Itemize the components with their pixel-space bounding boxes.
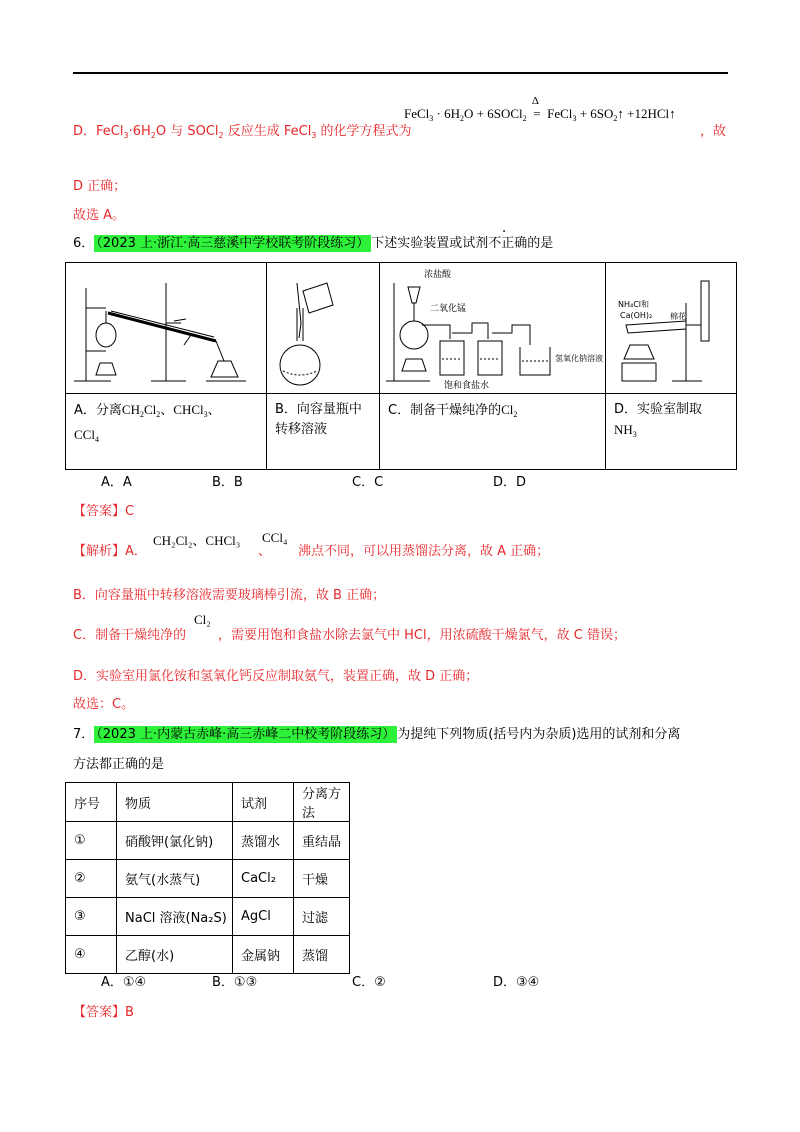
- sub: 3: [429, 114, 434, 123]
- q7-table: [65, 782, 350, 974]
- q6-analysis-c-text: ，需要用饱和食盐水除去氯气中 HCl，用浓硫酸干燥氯气，故 C 错误；: [218, 628, 626, 643]
- q6-choose: 故选：C。: [73, 697, 135, 712]
- q7-option-d[interactable]: D．③④: [493, 975, 540, 990]
- sub: 2: [150, 131, 156, 140]
- caption-b: B．向容量瓶中转移溶液: [267, 394, 380, 470]
- analysis-a-separator: 、: [258, 544, 272, 559]
- analysis-label: 【解析】: [73, 544, 126, 559]
- answer-label: 【答案】: [73, 504, 126, 519]
- q6-stem-pre: 下述实验装置或试剂: [371, 236, 489, 251]
- text-seg: ·: [128, 124, 133, 139]
- sub: 3: [203, 410, 208, 419]
- cell: 金属钠: [233, 936, 294, 974]
- equals-with-delta: Δ =: [531, 95, 541, 121]
- header-cell: 试剂: [233, 783, 294, 822]
- answer-value: C: [125, 504, 135, 519]
- q6-stem-post: 的是: [527, 236, 554, 251]
- f: Cl: [501, 402, 514, 417]
- cell: 乙醇(水): [117, 936, 233, 974]
- text-seg: D．FeCl: [73, 124, 124, 139]
- answer-label: 【答案】: [73, 1005, 126, 1020]
- cell: CaCl₂: [233, 860, 294, 898]
- q6-source-highlight: （2023 上·浙江·高三慈溪中学校联考阶段练习）: [96, 236, 370, 251]
- cell: ④: [66, 936, 117, 974]
- sub: 2: [156, 410, 161, 419]
- header-rule: [73, 72, 728, 74]
- distillation-apparatus-icon: [66, 263, 266, 393]
- q7-answer: [73, 1001, 134, 1020]
- ammonia-generation-apparatus-icon: [606, 263, 736, 393]
- text-seg: O 与 SOCl: [155, 124, 219, 139]
- analysis-a-ccl4: CCl₄: [262, 530, 288, 545]
- q6-option-c[interactable]: C．C: [352, 475, 384, 490]
- q6-option-b[interactable]: B．B: [212, 475, 243, 490]
- text-seg: 反应生成 FeCl: [223, 124, 312, 139]
- eq-seg: FeCl: [547, 106, 573, 121]
- table-row: [66, 936, 350, 974]
- cell: 蒸馏: [294, 936, 350, 974]
- eq-seg: FeCl: [404, 106, 430, 121]
- q7-source-highlight: （2023 上·内蒙古赤峰·高三赤峰二中校考阶段练习）: [96, 727, 396, 742]
- f: NH: [614, 422, 633, 437]
- f: CHCl: [173, 402, 204, 417]
- sub: 3: [123, 131, 129, 140]
- q6-option-a[interactable]: A．A: [101, 475, 132, 490]
- cell: 氨气(水蒸气): [117, 860, 233, 898]
- sep: 、: [160, 403, 174, 418]
- sub: 3: [311, 131, 317, 140]
- caption-d-prefix: D．实验室制取: [614, 402, 703, 417]
- label-mno2: 二氧化锰: [430, 304, 467, 314]
- cell: 重结晶: [294, 822, 350, 860]
- cell: NaCl 溶液(Na₂S): [117, 898, 233, 936]
- sub: 2: [139, 410, 144, 419]
- header-cell: 物质: [117, 783, 233, 822]
- label-nh4cl: NH₄Cl和: [618, 300, 650, 309]
- caption-a: [66, 394, 267, 470]
- q6-apparatus-table: [65, 262, 737, 470]
- sub: 2: [218, 131, 224, 140]
- q6-negation: 不正确: [488, 236, 528, 251]
- f: CH: [121, 402, 140, 417]
- q6-answer: [73, 500, 134, 519]
- caption-a-prefix: A．分离: [74, 403, 122, 418]
- analysis-a-formula: CH₂Cl₂、CHCl₃: [153, 533, 241, 548]
- sub: 2: [513, 410, 518, 419]
- prev-comma: ，故: [700, 124, 727, 139]
- label-saturated-salt-water: 饱和食盐水: [444, 381, 490, 391]
- q7-stem-text: 为提纯下列物质(括号内为杂质)选用的试剂和分离: [397, 727, 681, 742]
- q7-stem-line2: 方法都正确的是: [73, 757, 165, 772]
- label-naoh-solution: 氢氧化钠溶液: [555, 354, 603, 363]
- analysis-a-prefix: A．: [125, 544, 147, 559]
- q6-analysis-d: D．实验室用氯化铵和氢氧化钙反应制取氨气，装置正确，故 D 正确；: [73, 669, 479, 684]
- q7-stem-line1: [73, 723, 680, 742]
- delta-sign: Δ: [531, 95, 539, 107]
- cell: 干燥: [294, 860, 350, 898]
- q7-option-c[interactable]: C．②: [352, 975, 386, 990]
- analysis-c-formula: Cl₂: [194, 612, 211, 627]
- cell: ②: [66, 860, 117, 898]
- cell: 过滤: [294, 898, 350, 936]
- sep: 、: [207, 403, 221, 418]
- q6-analysis-b: B．向容量瓶中转移溶液需要玻璃棒引流，故 B 正确；: [73, 588, 386, 603]
- q7-option-b[interactable]: B．①③: [212, 975, 258, 990]
- sub: 2: [522, 114, 527, 123]
- q6-analysis-a: [73, 540, 147, 559]
- cell: AgCl: [233, 898, 294, 936]
- sub: 3: [572, 114, 577, 123]
- text-seg: 的化学方程式为: [316, 124, 412, 139]
- sub: 3: [632, 430, 637, 439]
- q6-emphasis: [488, 236, 527, 251]
- cell: 硝酸钾(氯化钠): [117, 822, 233, 860]
- table-row: [66, 860, 350, 898]
- caption-d: [606, 394, 737, 470]
- caption-c-prefix: C．制备干燥纯净的: [388, 403, 502, 418]
- eq-seg: ↑ +12HCl↑: [617, 106, 676, 121]
- q6-analysis-c-prefix: C．制备干燥纯净的: [73, 628, 187, 643]
- sub: 2: [460, 114, 465, 123]
- prev-d-correct: D 正确；: [73, 179, 127, 194]
- q6-stem: [73, 232, 553, 251]
- apparatus-d-cell: [606, 263, 737, 394]
- text-seg: 6H: [132, 124, 151, 139]
- table-row: [66, 822, 350, 860]
- f: CCl: [74, 427, 95, 442]
- table-row: [66, 898, 350, 936]
- label-cotton: 棉花: [670, 312, 686, 321]
- cell: ③: [66, 898, 117, 936]
- eq-seg: · 6H: [433, 106, 461, 121]
- q6-number: 6．: [73, 236, 95, 251]
- cell: ①: [66, 822, 117, 860]
- header-cell: 分离方法: [294, 783, 350, 822]
- prev-choose: 故选 A。: [73, 208, 126, 223]
- answer-value: B: [125, 1005, 134, 1020]
- eq-seg: O + 6SOCl: [464, 106, 523, 121]
- eq-seg: + 6SO: [576, 106, 614, 121]
- cell: 蒸馏水: [233, 822, 294, 860]
- sub: 4: [94, 435, 99, 444]
- analysis-a-text: 沸点不同，可以用蒸馏法分离，故 A 正确；: [298, 544, 550, 559]
- f: Cl: [143, 402, 157, 417]
- caption-c: [380, 394, 606, 470]
- chlorine-generation-apparatus-icon: [380, 263, 605, 393]
- header-cell: 序号: [66, 783, 117, 822]
- q6-option-d[interactable]: D．D: [493, 475, 527, 490]
- table-header-row: [66, 783, 350, 822]
- label-caoh2: Ca(OH)₂: [620, 311, 653, 320]
- sub: 2: [613, 114, 618, 123]
- q7-number: 7．: [73, 727, 95, 742]
- apparatus-a-cell: [66, 263, 267, 394]
- volumetric-flask-icon: [267, 263, 379, 393]
- fecl3-equation: [404, 95, 676, 123]
- apparatus-b-cell: [267, 263, 380, 394]
- label-conc-hcl: 浓盐酸: [424, 270, 452, 280]
- apparatus-c-cell: [380, 263, 606, 394]
- q7-option-a[interactable]: A．①④: [101, 975, 147, 990]
- prev-option-d-text: [73, 120, 412, 140]
